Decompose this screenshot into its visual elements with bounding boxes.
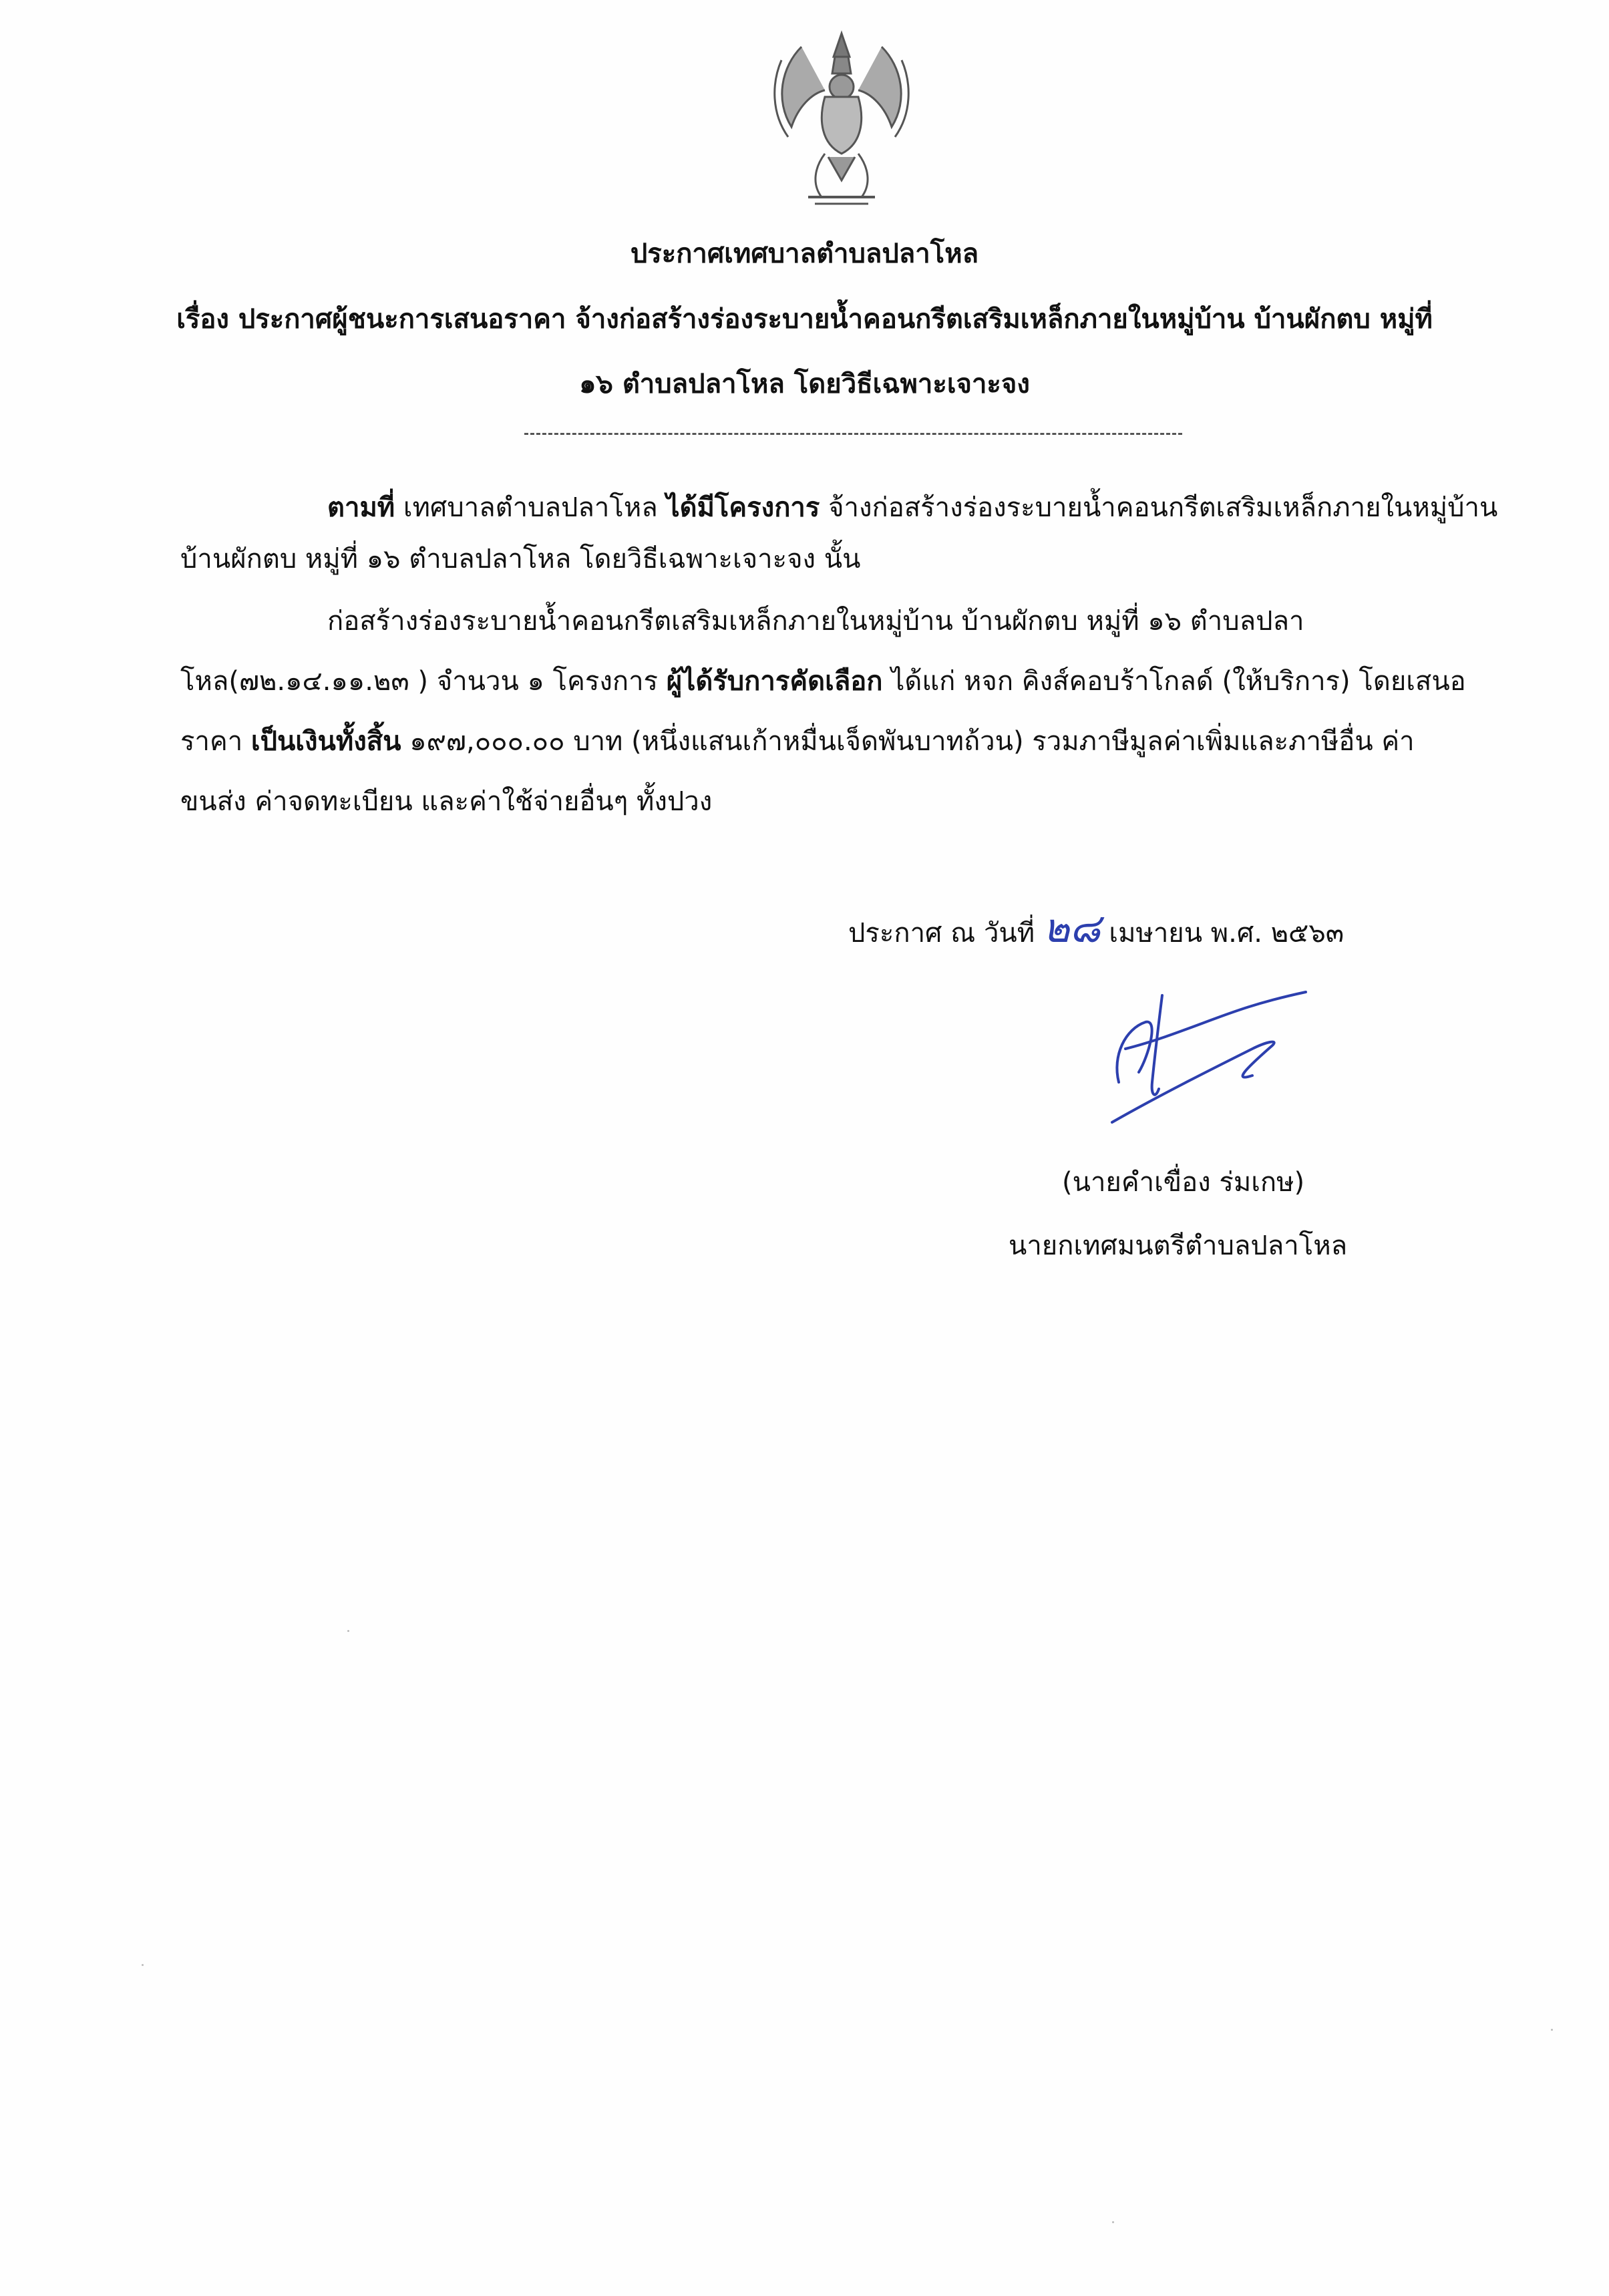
scan-speck [1112, 2221, 1114, 2223]
dashed-divider [524, 433, 1182, 435]
p1-text-2: จ้างก่อสร้างร่องระบายน้ำคอนกรีตเสริมเหล็กภายในหมู่บ้าน [828, 492, 1498, 523]
announcement-date [848, 905, 1345, 952]
date-suffix: เมษายน พ.ศ. ๒๕๖๓ [1109, 918, 1345, 949]
handwritten-signature-icon [1085, 982, 1326, 1136]
subject-label: เรื่อง [176, 304, 229, 335]
p2-line3-text-2: ๑๙๗,๐๐๐.๐๐ บาท (หนึ่งแสนเก้าหมื่นเจ็ดพันบาทถ้วน) รวมภาษีมูลค่าเพิ่มและภาษีอื่น ค่า [409, 726, 1415, 757]
subject-line-2: ๑๖ ตำบลปลาโหล โดยวิธีเฉพาะเจาะจง [579, 369, 1030, 399]
date-prefix: ประกาศ ณ วันที่ [848, 918, 1035, 949]
p1-text-1: เทศบาลตำบลปลาโหล [403, 492, 658, 523]
paragraph-2-line-3 [180, 728, 1415, 755]
agency-title: ประกาศเทศบาลตำบลปลาโหล [630, 238, 979, 269]
p2-line2-bold: ผู้ได้รับการคัดเลือก [666, 666, 883, 697]
p1-bold-1: ตามที่ [327, 492, 395, 523]
signer-position: นายกเทศมนตรีตำบลปลาโหล [1009, 1231, 1348, 1261]
p2-line2-text-1: โหล(๗๒.๑๔.๑๑.๒๓ ) จำนวน ๑ โครงการ [180, 666, 659, 697]
subject-line-1 [0, 306, 1609, 333]
p2-line2-text-2: ได้แก่ หจก คิงส์คอบร้าโกลด์ (ให้บริการ) โดยเสนอ [891, 666, 1466, 697]
p2-line3-bold: เป็นเงินทั้งสิ้น [250, 726, 401, 757]
signer-name: (นายคำเขื่อง ร่มเกษ) [1062, 1167, 1305, 1198]
p2-line3-text-1: ราคา [180, 726, 243, 757]
paragraph-2-line-4: ขนส่ง ค่าจดทะเบียน และค่าใช้จ่ายอื่นๆ ทั้งปวง [180, 786, 713, 817]
scan-speck [1551, 2029, 1553, 2031]
paragraph-1-line-1 [327, 494, 1497, 521]
date-day-handwritten: ๒๘ [1043, 905, 1101, 952]
subject-text-1: ประกาศผู้ชนะการเสนอราคา จ้างก่อสร้างร่องระบายน้ำคอนกรีตเสริมเหล็กภายในหมู่บ้าน บ้านผักตบ หมู่ที่ [238, 304, 1433, 335]
paragraph-2-line-1: ก่อสร้างร่องระบายน้ำคอนกรีตเสริมเหล็กภายในหมู่บ้าน บ้านผักตบ หมู่ที่ ๑๖ ตำบลปลา [327, 606, 1304, 637]
p1-bold-2: ได้มีโครงการ [666, 492, 820, 523]
garuda-emblem-icon [761, 20, 922, 210]
scan-speck [347, 1630, 349, 1632]
paragraph-1-line-2: บ้านผักตบ หมู่ที่ ๑๖ ตำบลปลาโหล โดยวิธีเฉพาะเจาะจง นั้น [180, 544, 861, 575]
scan-speck [142, 1964, 144, 1966]
paragraph-2-line-2 [180, 668, 1466, 695]
